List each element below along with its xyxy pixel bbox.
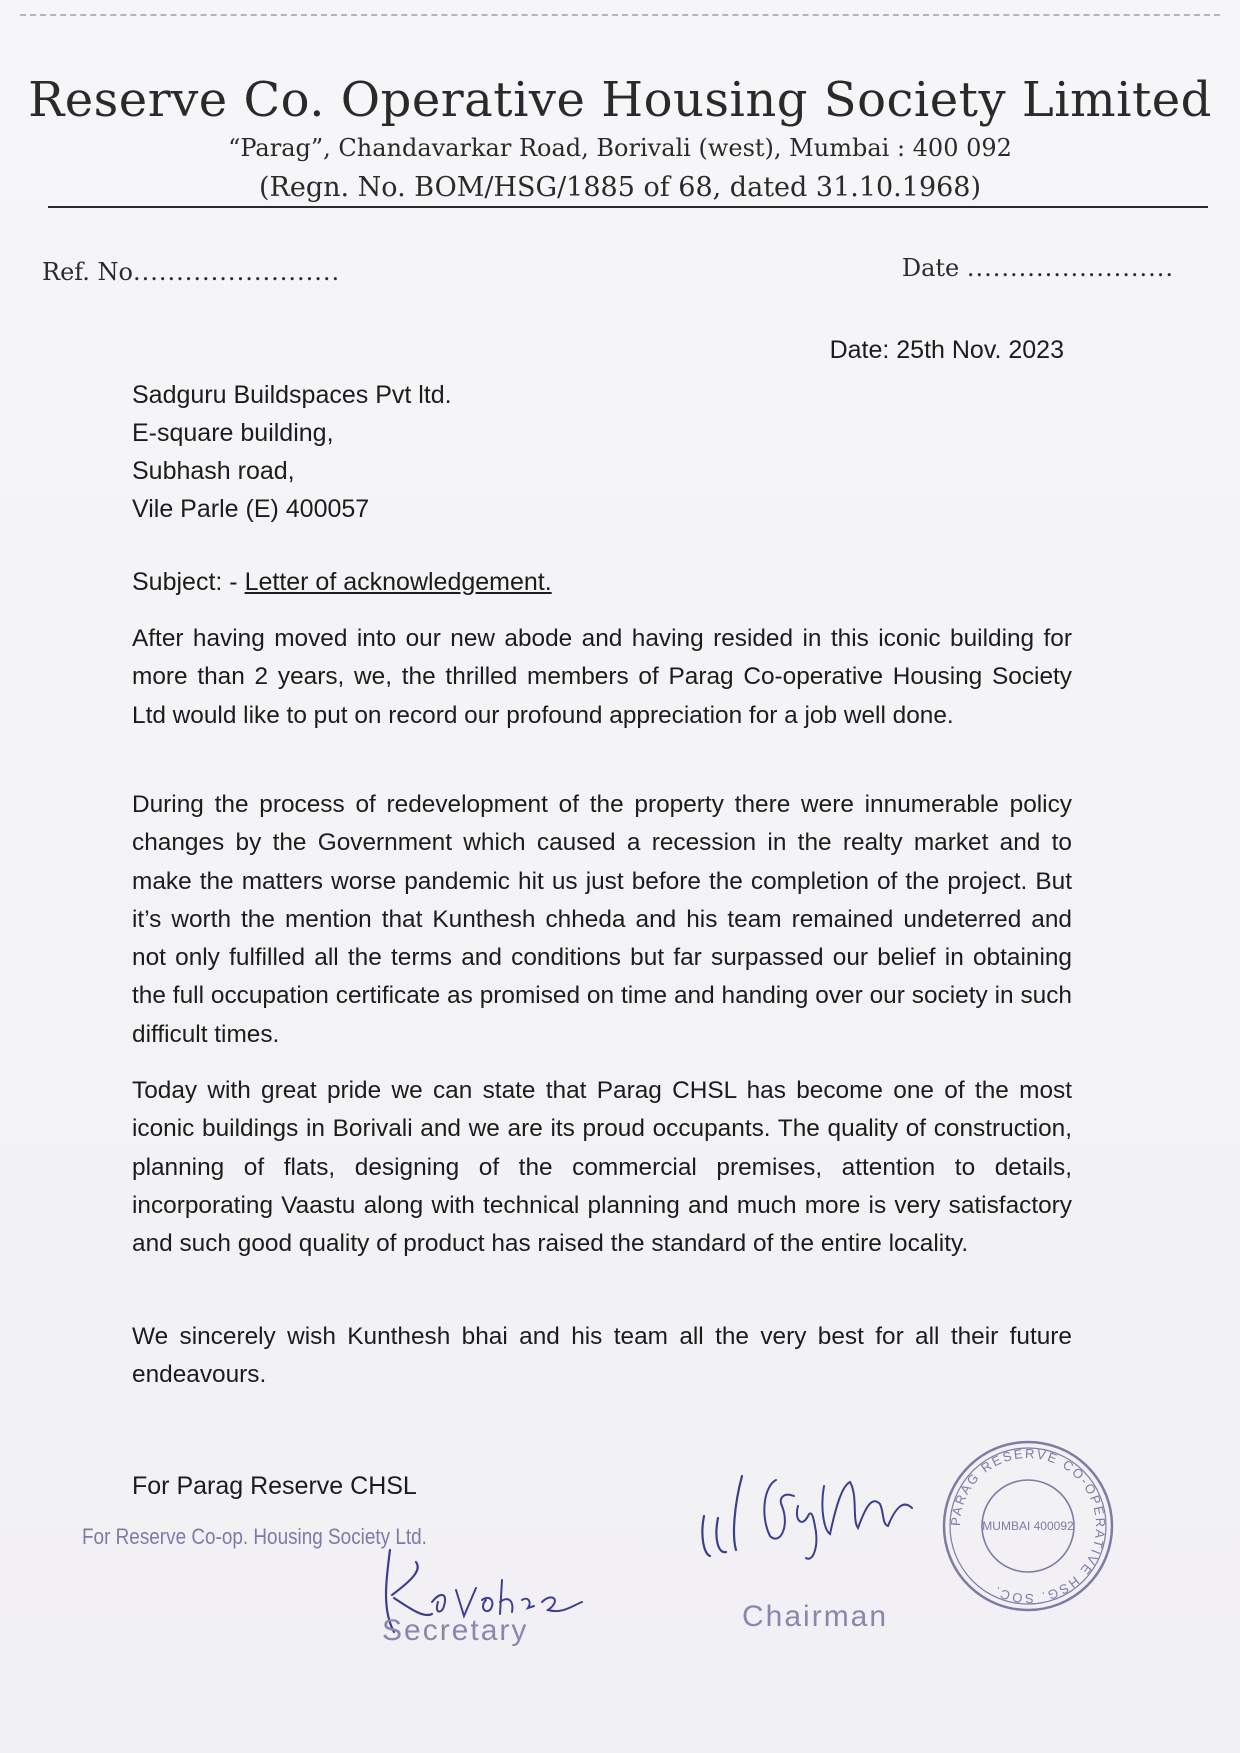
- body-paragraph: After having moved into our new abode and having resided in this iconic building for more than 2 years, we, the thrilled members of Parag Co-operative Housing Society Ltd would like to put on record our profound appreciation for a job well done.: [132, 625, 1072, 729]
- header-rule: [48, 206, 1208, 208]
- subject-text: Letter of acknowledgement.: [244, 568, 552, 596]
- recipient-line: Sadguru Buildspaces Pvt ltd.: [132, 381, 452, 409]
- recipient-address: [132, 376, 452, 528]
- ref-dots: ........................: [133, 258, 341, 286]
- chairman-title: Chairman: [742, 1600, 889, 1633]
- society-seal: [938, 1436, 1118, 1616]
- org-registration: (Regn. No. BOM/HSG/1885 of 68, dated 31.10.1968): [258, 172, 982, 203]
- top-edge-line: [20, 14, 1220, 17]
- closing-line: For Parag Reserve CHSL: [132, 1472, 417, 1500]
- ref-label: Ref. No: [42, 258, 134, 286]
- date-dots: ........................: [966, 254, 1174, 282]
- date-label: Date: [901, 254, 960, 282]
- seal-center-text: MUMBAI 400092: [982, 1519, 1074, 1533]
- ref-field: [42, 258, 340, 286]
- date-field: [902, 254, 1174, 282]
- subject-label: Subject: -: [132, 568, 245, 596]
- letter-date: Date: 25th Nov. 2023: [829, 336, 1064, 364]
- org-name: Reserve Co. Operative Housing Society Limited: [28, 72, 1212, 128]
- recipient-line: Vile Parle (E) 400057: [132, 495, 370, 523]
- seal-ring-text: PARAG RESERVE CO-OPERATIVE HSG. SOC.: [947, 1445, 1109, 1607]
- chairman-signature: [690, 1446, 960, 1576]
- org-address: “Parag”, Chandavarkar Road, Borivali (west), Mumbai : 400 092: [228, 134, 1012, 162]
- body-paragraph: During the process of redevelopment of the property there were innumerable policy changes by the Government which caused a recession in the realty market and to make the matters worse pandemic hit us just before the completion of the project. But it’s worth the mention that Kunthesh chheda and his team remained undeterred and not only fulfilled all the terms and conditions but far surpassed our belief in obtaining the full occupation certificate as promised on time and handing over our society in such difficult times.: [132, 791, 1072, 1048]
- recipient-line: E-square building,: [132, 419, 334, 447]
- society-stamp-text: For Reserve Co-op. Housing Society Ltd.: [82, 1524, 427, 1549]
- secretary-title: Secretary: [382, 1614, 529, 1647]
- body-paragraph: We sincerely wish Kunthesh bhai and his team all the very best for all their future endeavours.: [132, 1323, 1072, 1389]
- subject-line: [132, 568, 552, 597]
- recipient-line: Subhash road,: [132, 457, 295, 485]
- body-paragraph: Today with great pride we can state that Parag CHSL has become one of the most iconic buildings in Borivali and we are its proud occupants. The quality of construction, planning of flats, designing of the commercial premises, attention to details, incorporating Vaastu along with technical planning and much more is very satisfactory and such good quality of product has raised the standard of the entire locality.: [132, 1077, 1072, 1258]
